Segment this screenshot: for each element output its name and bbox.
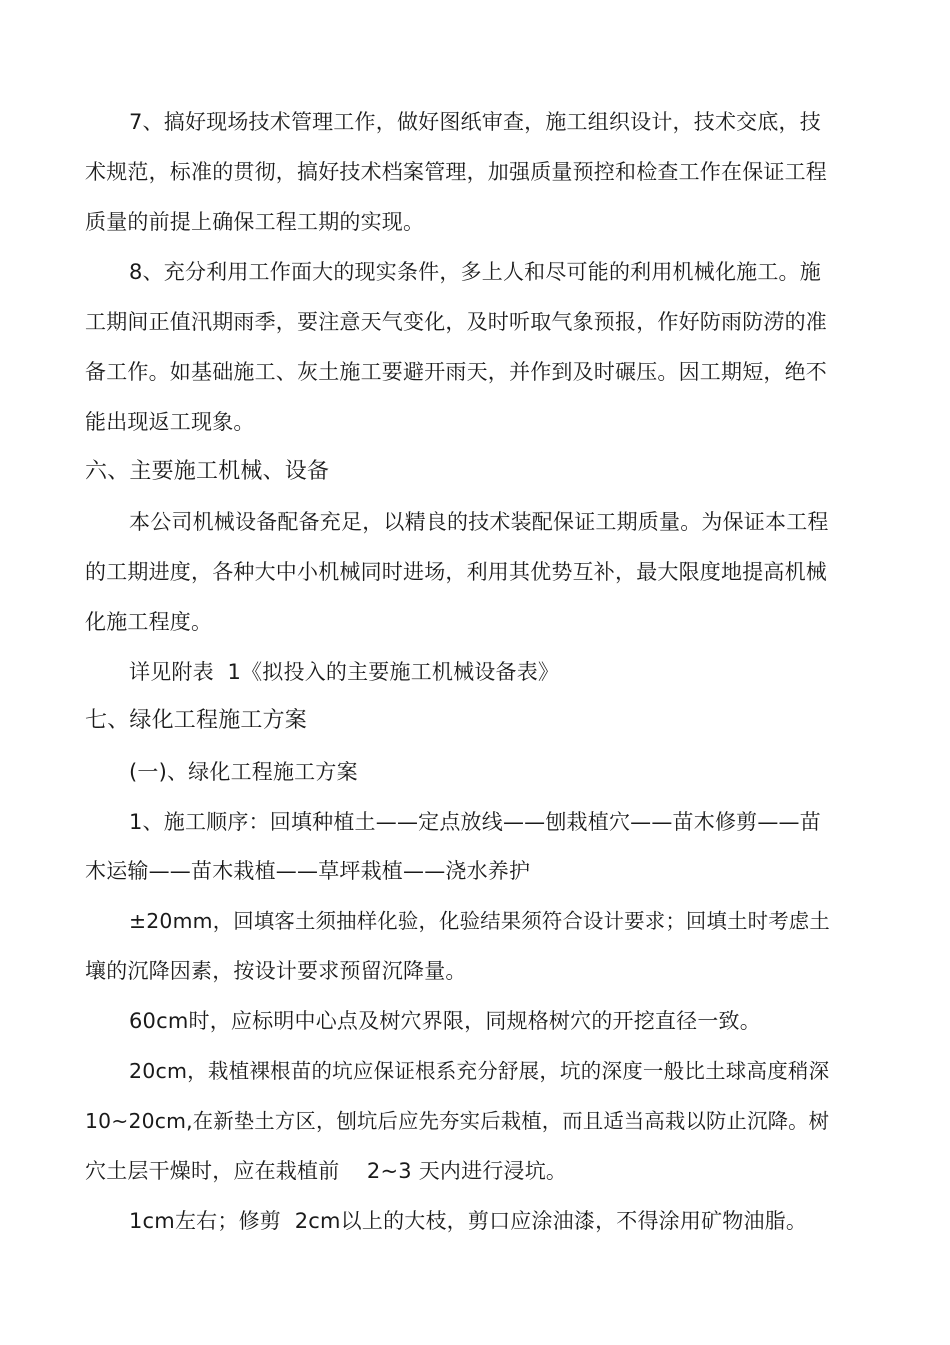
backfill-line2: 壤的沉降因素，按设计要求预留沉降量。: [85, 959, 467, 983]
para8-line4: 能出现返工现象。: [85, 410, 255, 434]
pit-line1: 20cm，栽植裸根苗的坑应保证根系充分舒展，坑的深度一般比土球高度稍深: [129, 1059, 830, 1083]
marking-line: 60cm时，应标明中心点及树穴界限，同规格树穴的开挖直径一致。: [129, 1009, 761, 1033]
para7-line2: 术规范，标准的贯彻，搞好技术档案管理，加强质量预控和检查工作在保证工程: [85, 160, 827, 184]
para7-line1: 7、搞好现场技术管理工作，做好图纸审查，施工组织设计，技术交底，技: [129, 110, 821, 134]
machinery-line2: 的工期进度，各种大中小机械同时进场，利用其优势互补，最大限度地提高机械: [85, 560, 827, 584]
machinery-line3: 化施工程度。: [85, 610, 213, 634]
backfill-line1: ±20mm，回填客土须抽样化验，化验结果须符合设计要求；回填土时考虑土: [129, 909, 830, 933]
machinery-line1: 本公司机械设备配备充足，以精良的技术装配保证工期质量。为保证本工程: [129, 510, 829, 534]
subsection1-heading: (一)、绿化工程施工方案: [129, 760, 358, 784]
order-line1: 1、施工顺序：回填种植土——定点放线——刨栽植穴——苗木修剪——苗: [129, 810, 821, 834]
table-reference: 详见附表 1《拟投入的主要施工机械设备表》: [129, 660, 560, 684]
para8-line3: 备工作。如基础施工、灰土施工要避开雨天，并作到及时碾压。因工期短，绝不: [85, 360, 827, 384]
section6-heading: 六、主要施工机械、设备: [85, 459, 330, 484]
para7-line3: 质量的前提上确保工程工期的实现。: [85, 210, 425, 234]
para8-line2: 工期间正值汛期雨季，要注意天气变化，及时听取气象预报，作好防雨防涝的准: [85, 310, 827, 334]
section7-heading: 七、绿化工程施工方案: [85, 708, 308, 733]
order-line2: 木运输——苗木栽植——草坪栽植——浇水养护: [85, 859, 531, 883]
pit-line2: 10~20cm,在新垫土方区，刨坑后应先夯实后栽植，而且适当高栽以防止沉降。树: [85, 1109, 830, 1133]
pit-line3: 穴土层干燥时，应在栽植前 2~3 天内进行浸坑。: [85, 1159, 568, 1183]
pruning-line: 1cm左右；修剪 2cm以上的大枝，剪口应涂油漆，不得涂用矿物油脂。: [129, 1209, 808, 1233]
para8-line1: 8、充分利用工作面大的现实条件，多上人和尽可能的利用机械化施工。施: [129, 260, 821, 284]
